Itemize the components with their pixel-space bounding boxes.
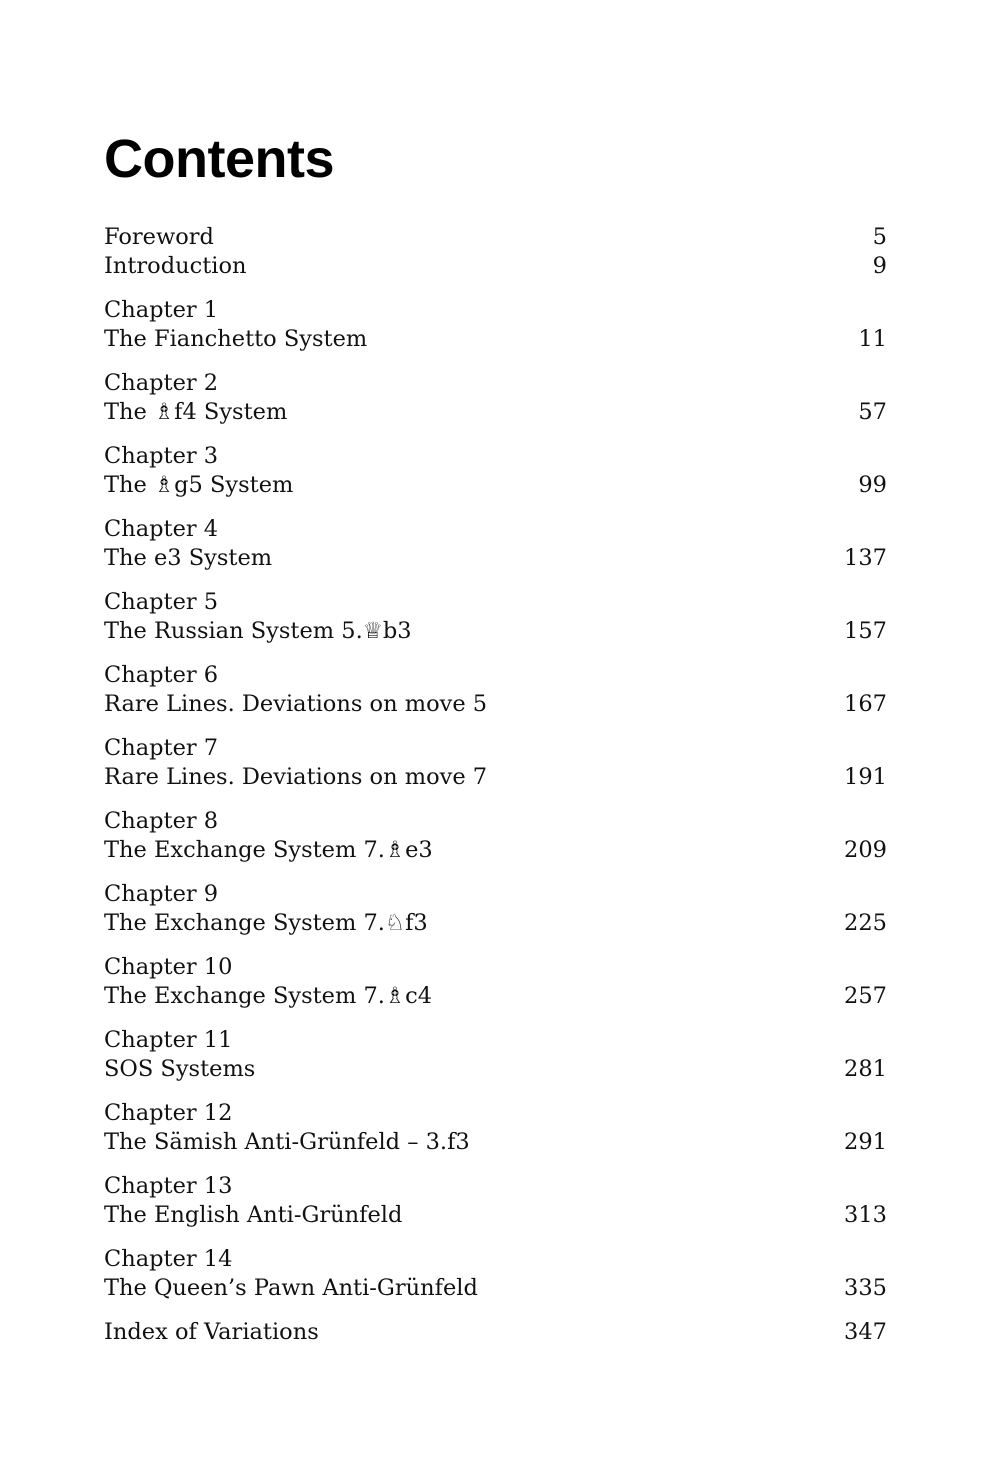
- chapter-title: Rare Lines. Deviations on move 5: [104, 691, 488, 717]
- toc-entry-chapter-6[interactable]: [104, 661, 887, 719]
- chapter-title: SOS Systems: [104, 1056, 256, 1082]
- toc-entry-chapter-9[interactable]: [104, 880, 887, 938]
- toc-entry-chapter-8[interactable]: [104, 807, 887, 865]
- chapter-page: 137: [844, 545, 887, 571]
- chapter-title: The Exchange System 7.♗e3: [104, 837, 433, 863]
- toc-entry-chapter-4[interactable]: [104, 515, 887, 573]
- toc-entry-chapter-2[interactable]: [104, 369, 887, 427]
- chapter-label: Chapter 7: [104, 735, 219, 761]
- chapter-title: The Russian System 5.♕b3: [104, 618, 412, 644]
- chapter-label: Chapter 11: [104, 1027, 233, 1053]
- toc-entry-chapter-7[interactable]: [104, 734, 887, 792]
- toc-entry-index[interactable]: [104, 1318, 887, 1347]
- chapter-label: Chapter 8: [104, 808, 219, 834]
- chapter-label: Chapter 6: [104, 662, 219, 688]
- page-title: Contents: [104, 129, 334, 189]
- toc-entry-foreword[interactable]: [104, 223, 887, 252]
- chapter-label: Chapter 14: [104, 1246, 233, 1272]
- toc-entry-title: Foreword: [104, 224, 214, 250]
- chapter-label: Chapter 13: [104, 1173, 233, 1199]
- toc-entry-introduction[interactable]: [104, 252, 887, 281]
- toc-entry-title: Introduction: [104, 253, 247, 279]
- chapter-page: 99: [858, 472, 887, 498]
- chapter-label: Chapter 3: [104, 443, 219, 469]
- chapter-title: Rare Lines. Deviations on move 7: [104, 764, 488, 790]
- toc-entry-chapter-1[interactable]: [104, 296, 887, 354]
- chapter-page: 291: [844, 1129, 887, 1155]
- chapter-title: The Fianchetto System: [104, 326, 368, 352]
- chapter-page: 167: [844, 691, 887, 717]
- chapter-page: 11: [858, 326, 887, 352]
- chapter-title: The Sämish Anti-Grünfeld – 3.f3: [104, 1129, 470, 1155]
- chapter-page: 157: [844, 618, 887, 644]
- toc-entry-chapter-12[interactable]: [104, 1099, 887, 1157]
- chapter-page: 281: [844, 1056, 887, 1082]
- chapter-title: The English Anti-Grünfeld: [104, 1202, 403, 1228]
- chapter-title: The ♗f4 System: [104, 399, 288, 425]
- toc-entry-page: 9: [872, 253, 887, 279]
- chapter-page: 225: [844, 910, 887, 936]
- toc-entry-title: Index of Variations: [104, 1319, 319, 1345]
- chapter-label: Chapter 4: [104, 516, 219, 542]
- toc-entry-page: 347: [844, 1319, 887, 1345]
- chapter-page: 209: [844, 837, 887, 863]
- toc-entry-chapter-5[interactable]: [104, 588, 887, 646]
- chapter-page: 335: [844, 1275, 887, 1301]
- chapter-label: Chapter 10: [104, 954, 233, 980]
- chapter-label: Chapter 1: [104, 297, 219, 323]
- chapter-label: Chapter 5: [104, 589, 219, 615]
- chapter-page: 57: [858, 399, 887, 425]
- chapter-page: 191: [844, 764, 887, 790]
- chapter-label: Chapter 9: [104, 881, 219, 907]
- toc-entry-chapter-13[interactable]: [104, 1172, 887, 1230]
- table-of-contents: [104, 223, 887, 1347]
- toc-entry-chapter-14[interactable]: [104, 1245, 887, 1303]
- chapter-title: The Exchange System 7.♗c4: [104, 983, 433, 1009]
- chapter-page: 313: [844, 1202, 887, 1228]
- chapter-title: The Exchange System 7.♘f3: [104, 910, 428, 936]
- toc-entry-chapter-3[interactable]: [104, 442, 887, 500]
- toc-entry-chapter-10[interactable]: [104, 953, 887, 1011]
- chapter-label: Chapter 2: [104, 370, 219, 396]
- chapter-title: The ♗g5 System: [104, 472, 294, 498]
- chapter-page: 257: [844, 983, 887, 1009]
- toc-entry-chapter-11[interactable]: [104, 1026, 887, 1084]
- toc-entry-page: 5: [872, 224, 887, 250]
- chapter-title: The e3 System: [104, 545, 273, 571]
- chapter-title: The Queen’s Pawn Anti-Grünfeld: [104, 1275, 478, 1301]
- chapter-label: Chapter 12: [104, 1100, 233, 1126]
